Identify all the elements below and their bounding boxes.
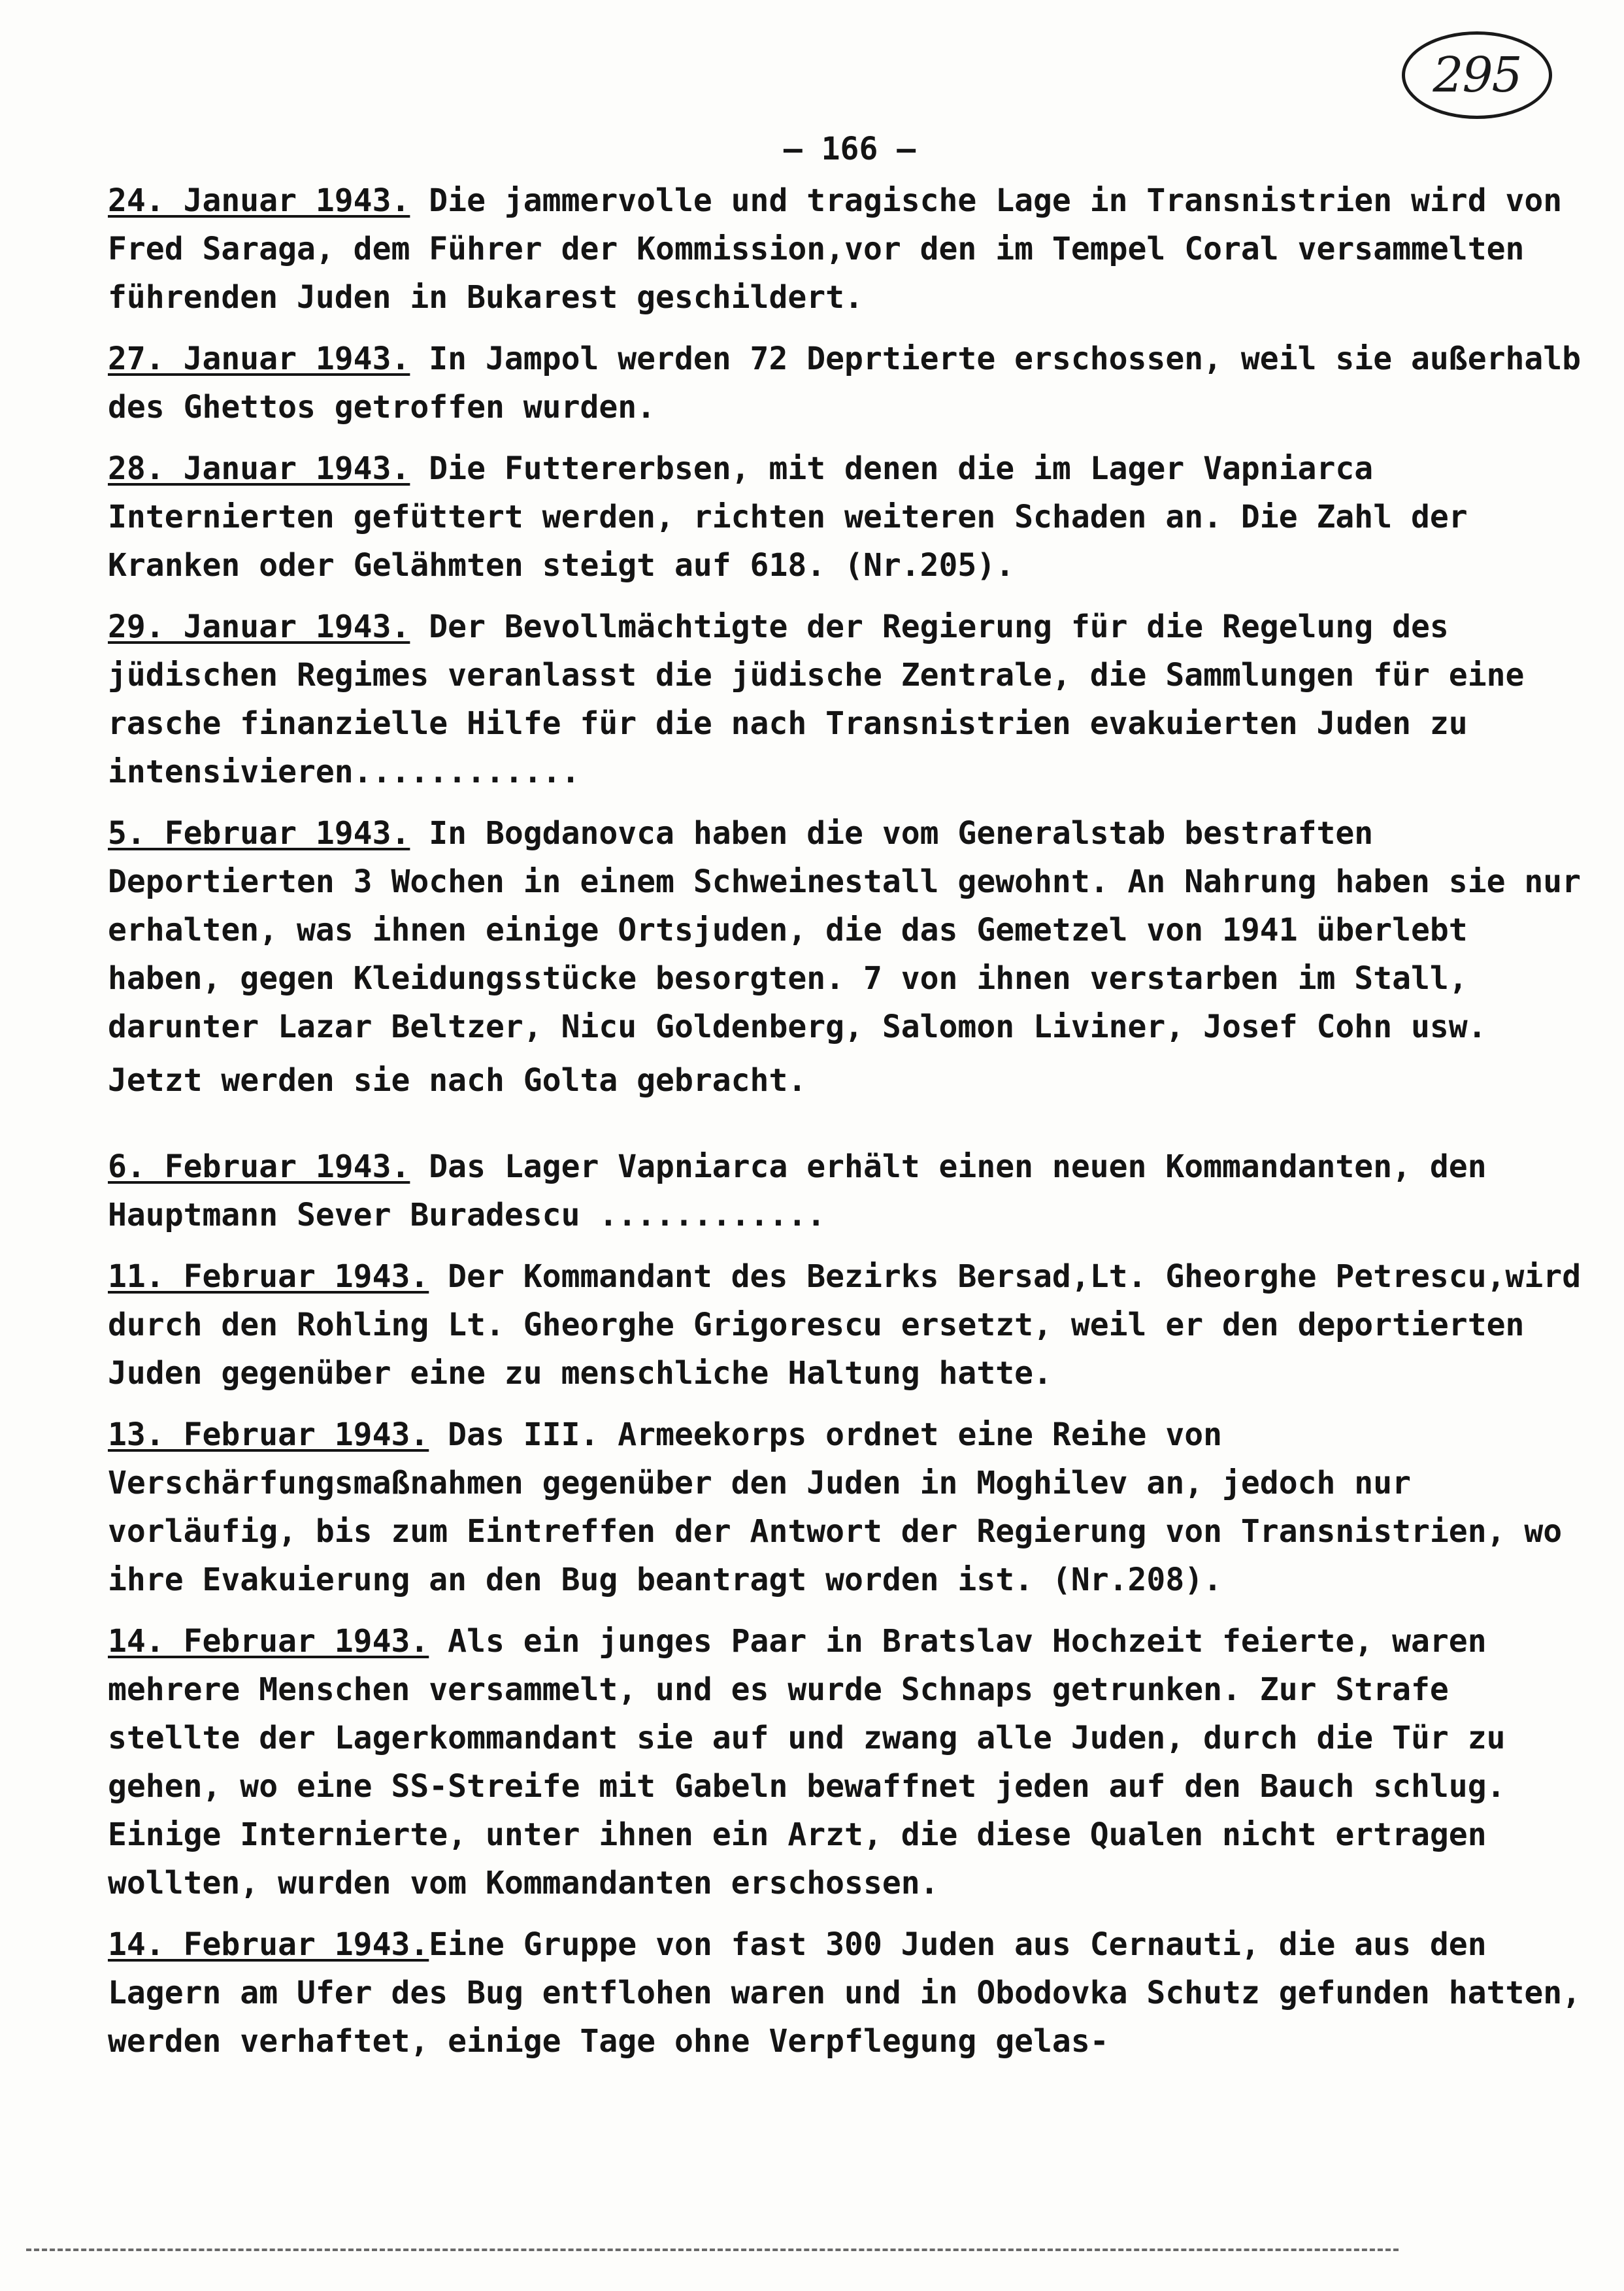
entry-date: 24. Januar 1943. (108, 182, 410, 219)
entry-text: Der Kommandant des Bezirks Bersad,Lt. Gheorghe Petrescu,wird durch den Rohling Lt. Gheorghe Grigorescu ersetzt, weil er den deportierten Juden gegenüber eine zu menschliche Haltung hatte. (108, 1258, 1582, 1392)
entry-text: Die Futtererbsen, mit denen die im Lager Vapniarca Internierten gefüttert werden, richten weiteren Schaden an. Die Zahl der Kranken oder Gelähmten steigt auf 618. (Nr.205). (108, 450, 1468, 584)
entry (108, 1411, 1585, 1604)
folio-stamp: 295 (1402, 31, 1552, 119)
entry-text: Jetzt werden sie nach Golta gebracht. (108, 1062, 807, 1099)
entry (108, 444, 1585, 590)
entry (108, 335, 1585, 431)
entry-date: 14. Februar 1943. (108, 1623, 429, 1660)
entry (108, 809, 1585, 1051)
entry (108, 1252, 1585, 1397)
entry-date: 29. Januar 1943. (108, 609, 410, 645)
entry-date: 28. Januar 1943. (108, 450, 410, 487)
body-text (108, 176, 1585, 2079)
entry-text: Das III. Armeekorps ordnet eine Reihe von Verschärfungsmaßnahmen gegenüber den Juden in Moghilev an, jedoch nur vorläufig, bis zum Eintreffen der Antwort der Regierung von Transnistrien, wo ihre Evakuierung an den Bug beantragt worden ist. (Nr.208). (108, 1416, 1563, 1598)
entry-date: 11. Februar 1943. (108, 1258, 429, 1295)
entry (108, 603, 1585, 796)
entry (108, 1617, 1585, 1907)
entry-text: Die jammervolle und tragische Lage in Transnistrien wird von Fred Saraga, dem Führer der Kommission,vor den im Tempel Coral versammelten führenden Juden in Bukarest geschildert. (108, 182, 1563, 316)
entry-text: In Jampol werden 72 Deprtierte erschossen, weil sie außerhalb des Ghettos getroffen wurden. (108, 341, 1582, 426)
entry-text: Der Bevollmächtigte der Regierung für die Regelung des jüdischen Regimes veranlasst die jüdische Zentrale, die Sammlungen für eine rasche finanzielle Hilfe für die nach Transnistrien evakuierten Juden zu intensivieren............ (108, 609, 1525, 790)
entry-text: Als ein junges Paar in Bratslav Hochzeit feierte, waren mehrere Menschen versammelt, und es wurde Schnaps getrunken. Zur Strafe stellte der Lagerkommandant sie auf und zwang alle Juden, durch die Tür zu gehen, wo eine SS-Streife mit Gabeln bewaffnet jeden auf den Bauch schlug. Einige Internierte, unter ihnen ein Arzt, die diese Qualen nicht ertragen wollten, wurden vom Kommandanten erschossen. (108, 1623, 1506, 1901)
entry (108, 1920, 1585, 2065)
entry-text: In Bogdanovca haben die vom Generalstab bestraften Deportierten 3 Wochen in einem Schweinestall gewohnt. An Nahrung haben sie nur erhalten, was ihnen einige Ortsjuden, die das Gemetzel von 1941 überlebt haben, gegen Kleidungsstücke besorgten. 7 von ihnen verstarben im Stall, darunter Lazar Beltzer, Nicu Goldenberg, Salomon Liviner, Josef Cohn usw. (108, 815, 1582, 1045)
entry-text: Eine Gruppe von fast 300 Juden aus Cernauti, die aus den Lagern am Ufer des Bug entflohen waren und in Obodovka Schutz gefunden hatten, werden verhaftet, einige Tage ohne Verpflegung gelas- (108, 1926, 1582, 2060)
scan-noise-line (26, 2249, 1399, 2251)
page-number: – 166 – (783, 131, 916, 167)
entry-text: Das Lager Vapniarca erhält einen neuen Kommandanten, den Hauptmann Sever Buradescu ............ (108, 1148, 1487, 1233)
entry-date: 13. Februar 1943. (108, 1416, 429, 1453)
entry (108, 1143, 1585, 1239)
entry (108, 176, 1585, 322)
entry-date: 5. Februar 1943. (108, 815, 410, 852)
entry-continuation (108, 1056, 1585, 1105)
entry-date: 27. Januar 1943. (108, 341, 410, 377)
entry-date: 6. Februar 1943. (108, 1148, 410, 1185)
entry-date: 14. Februar 1943. (108, 1926, 429, 1963)
